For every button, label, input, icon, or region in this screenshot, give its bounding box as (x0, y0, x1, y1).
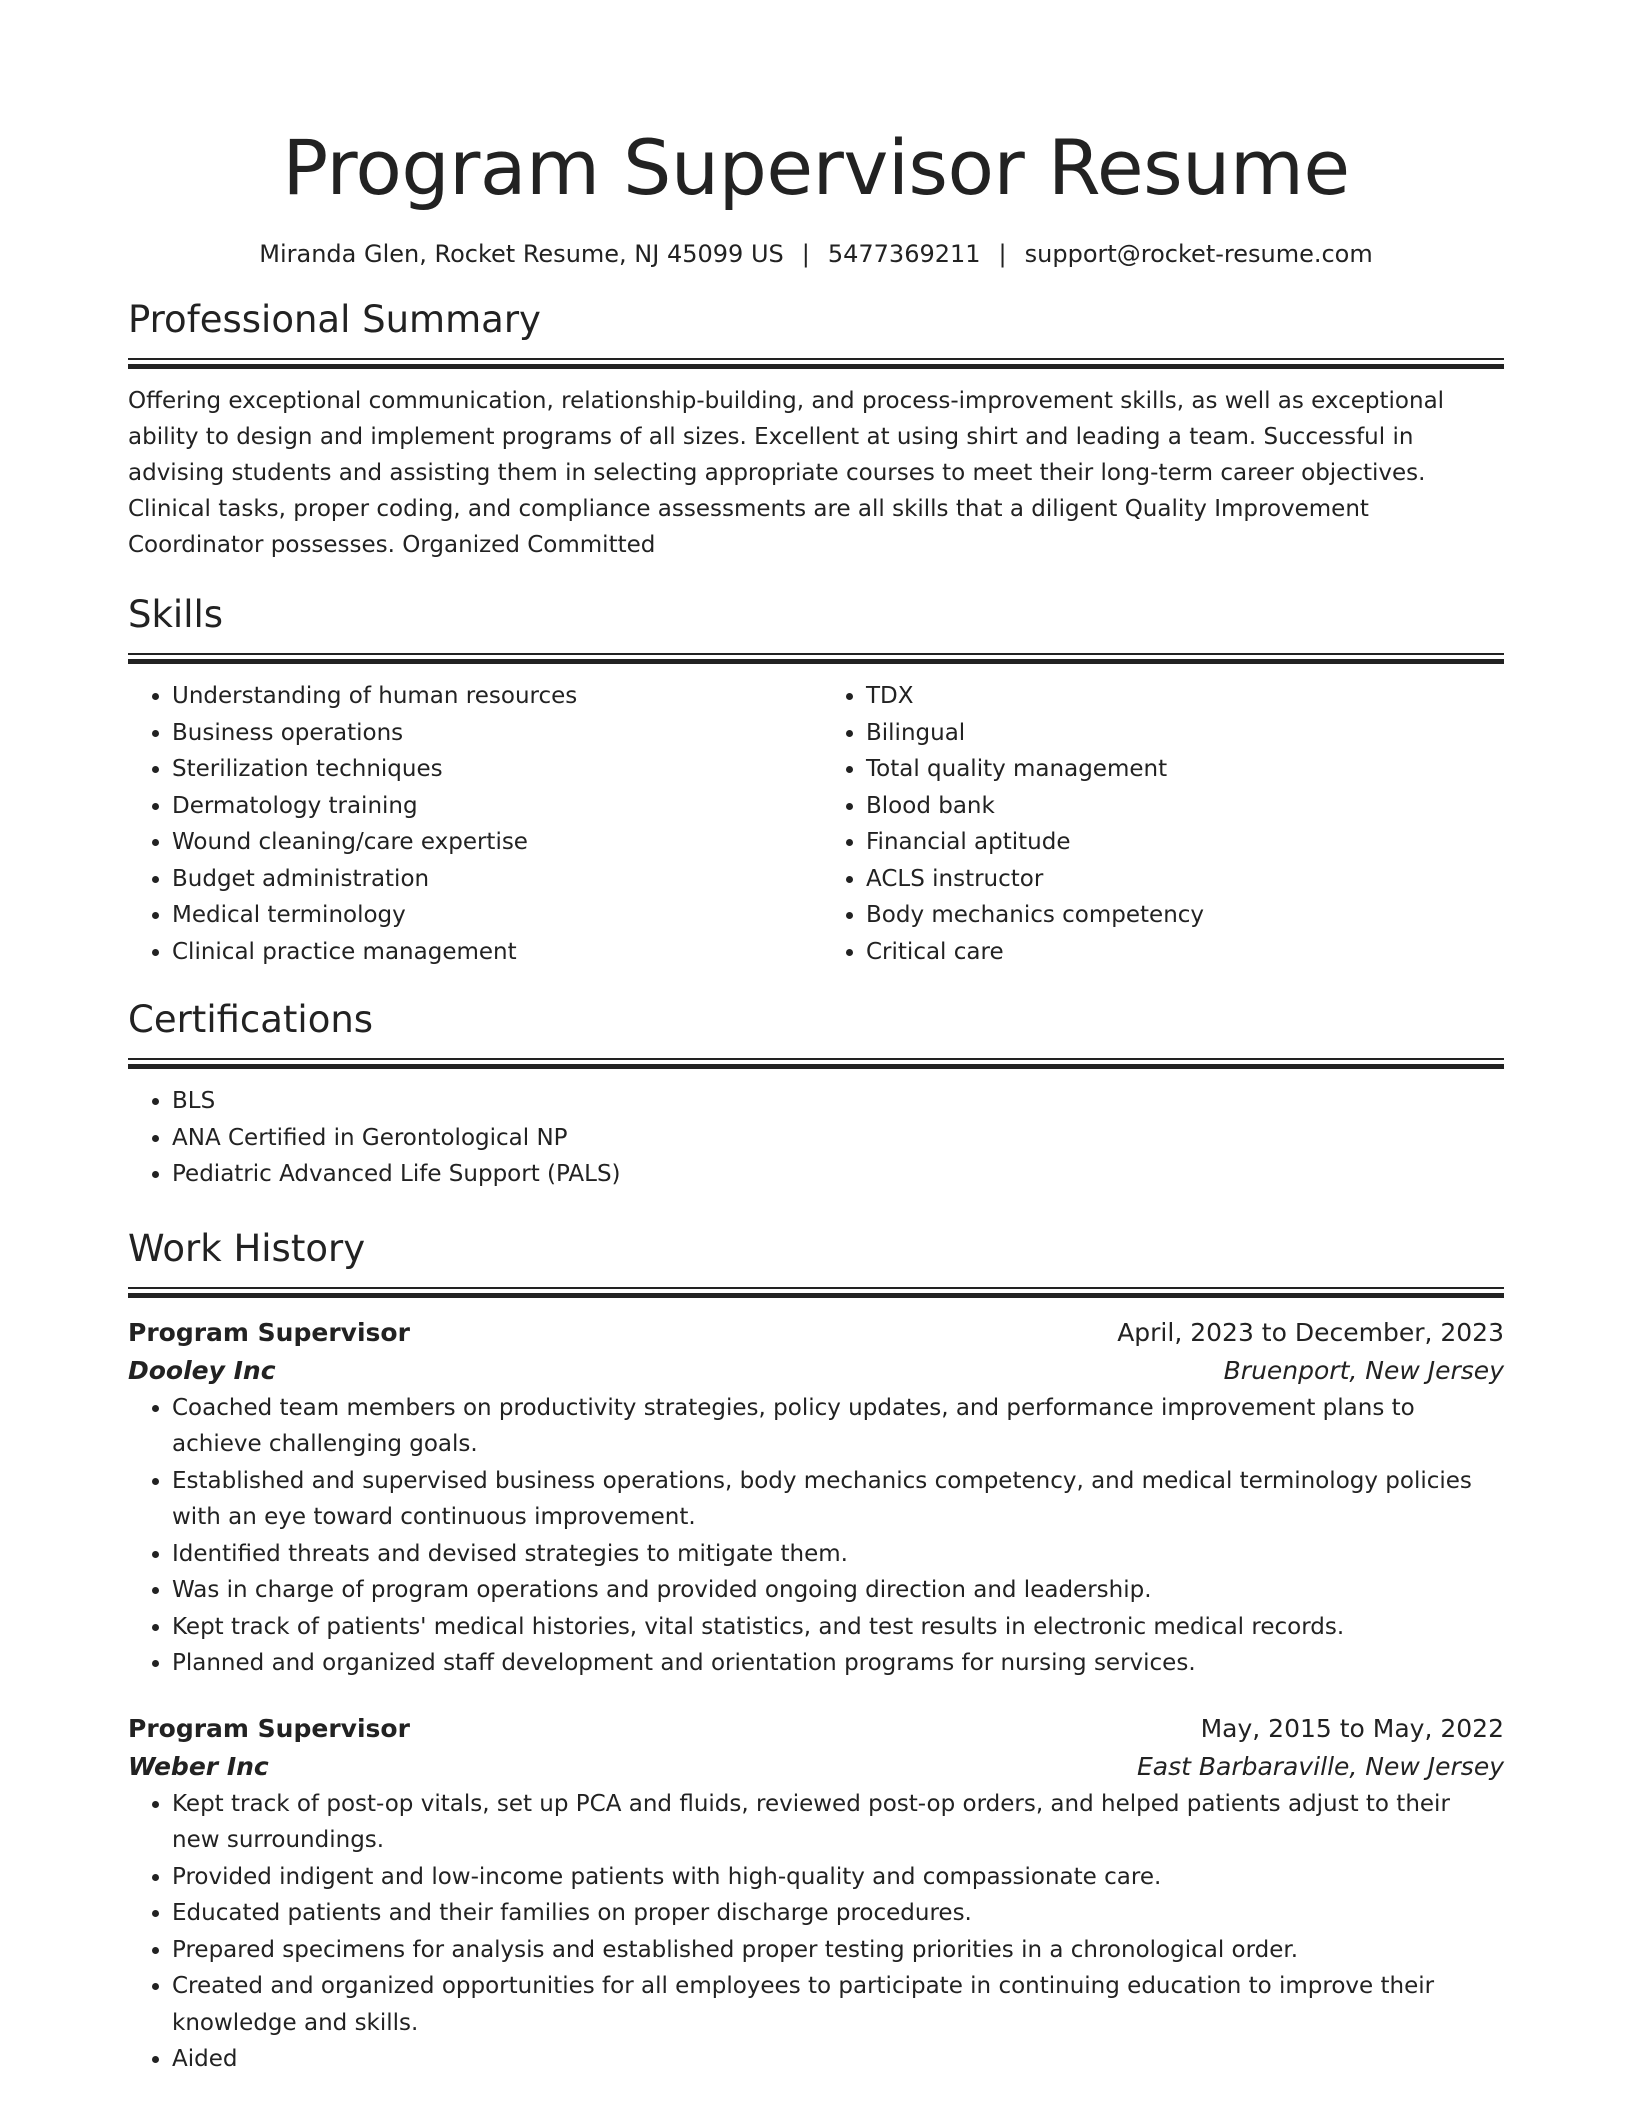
job-duty: • Kept track of post-op vitals, set up PCA and fluids, reviewed post-op orders, and helped patients adjust to their new surroundings. (172, 1786, 1504, 1859)
certifications-section (128, 996, 1504, 1193)
skill-item: • TDX (866, 678, 1504, 715)
job-title: Program Supervisor (128, 1317, 410, 1347)
job-duty: • Created and organized opportunities for all employees to participate in continuing education to improve their knowledge and skills. (172, 1968, 1504, 2041)
job-dates: May, 2015 to May, 2022 (1200, 1713, 1504, 1743)
job-entry (128, 1710, 1504, 2078)
contact-email: support@rocket-resume.com (1024, 240, 1373, 268)
job-header (128, 1314, 1504, 1352)
job-subheader (128, 1748, 1504, 1786)
job-duty: • Educated patients and their families on proper discharge procedures. (172, 1895, 1504, 1932)
job-duties-list (128, 1786, 1504, 2078)
skill-item: • Body mechanics competency (866, 897, 1504, 934)
job-duty: • Prepared specimens for analysis and established proper testing priorities in a chronological order. (172, 1932, 1504, 1969)
work-history-section (128, 1225, 1504, 2078)
skills-grid (128, 678, 1504, 970)
skill-item: • Understanding of human resources (172, 678, 816, 715)
skill-item: • Medical terminology (172, 897, 816, 934)
certification-item: • BLS (172, 1083, 1504, 1120)
summary-heading: Professional Summary (128, 298, 541, 341)
skill-item: • Financial aptitude (866, 824, 1504, 861)
summary-text: Offering exceptional communication, relationship-building, and process-improvement skills, as well as exceptional ability to design and implement programs of all sizes. Excellent at using shirt and leading a team. Successful in advising students and assisting them in selecting appropriate courses to meet their long-term career objectives. Clinical tasks, proper coding, and compliance assessments are all skills that a diligent Quality Improvement Coordinator possesses. Organized Committed (128, 388, 1445, 558)
contact-address: Miranda Glen, Rocket Resume, NJ 45099 US (259, 240, 784, 268)
certification-item: • ANA Certified in Gerontological NP (172, 1120, 1504, 1157)
section-divider (128, 358, 1504, 369)
skill-item: • Clinical practice management (172, 934, 816, 971)
job-header (128, 1710, 1504, 1748)
skill-item: • Total quality management (866, 751, 1504, 788)
summary-section (128, 296, 1504, 563)
job-duty: • Kept track of patients' medical histories, vital statistics, and test results in electronic medical records. (172, 1609, 1504, 1646)
job-duty: • Coached team members on productivity strategies, policy updates, and performance improvement plans to achieve challenging goals. (172, 1390, 1504, 1463)
skills-column-right (816, 678, 1504, 970)
skill-item: • Critical care (866, 934, 1504, 971)
skills-list-left (128, 678, 816, 970)
job-duty: • Provided indigent and low-income patients with high-quality and compassionate care. (172, 1859, 1504, 1896)
job-duty: • Aided (172, 2041, 1504, 2078)
section-divider (128, 1287, 1504, 1298)
job-duty: • Planned and organized staff development and orientation programs for nursing services. (172, 1645, 1504, 1682)
skill-item: • Bilingual (866, 715, 1504, 752)
contact-phone: 5477369211 (827, 240, 981, 268)
job-location: Bruenport, New Jersey (1223, 1355, 1504, 1385)
job-entry (128, 1314, 1504, 1682)
work-history-heading: Work History (128, 1226, 366, 1270)
skills-column-left (128, 678, 816, 970)
skill-item: • Blood bank (866, 788, 1504, 825)
job-duties-list (128, 1390, 1504, 1682)
certifications-list (128, 1083, 1504, 1193)
skill-item: • Budget administration (172, 861, 816, 898)
job-dates: April, 2023 to December, 2023 (1117, 1317, 1504, 1347)
section-divider (128, 1058, 1504, 1069)
job-duty: • Established and supervised business operations, body mechanics competency, and medical terminology policies with an eye toward continuous improvement. (172, 1463, 1504, 1536)
skill-item: • Dermatology training (172, 788, 816, 825)
skill-item: • ACLS instructor (866, 861, 1504, 898)
job-company: Dooley Inc (128, 1355, 276, 1385)
certifications-heading: Certifications (128, 998, 374, 1041)
skills-heading: Skills (128, 593, 224, 636)
certification-item: • Pediatric Advanced Life Support (PALS) (172, 1156, 1504, 1193)
job-title: Program Supervisor (128, 1713, 410, 1743)
skills-section (128, 591, 1504, 970)
contact-line (128, 238, 1504, 270)
resume-page (128, 0, 1504, 2078)
skill-item: • Sterilization techniques (172, 751, 816, 788)
contact-separator: | (801, 240, 810, 268)
job-duty: • Identified threats and devised strategies to mitigate them. (172, 1536, 1504, 1573)
job-location: East Barbaraville, New Jersey (1136, 1751, 1504, 1781)
skill-item: • Wound cleaning/care expertise (172, 824, 816, 861)
skills-list-right (816, 678, 1504, 970)
job-company: Weber Inc (128, 1751, 269, 1781)
skill-item: • Business operations (172, 715, 816, 752)
job-duty: • Was in charge of program operations and provided ongoing direction and leadership. (172, 1572, 1504, 1609)
job-subheader (128, 1352, 1504, 1390)
contact-separator: | (998, 240, 1007, 268)
section-divider (128, 653, 1504, 664)
resume-title: Program Supervisor Resume (282, 123, 1350, 212)
